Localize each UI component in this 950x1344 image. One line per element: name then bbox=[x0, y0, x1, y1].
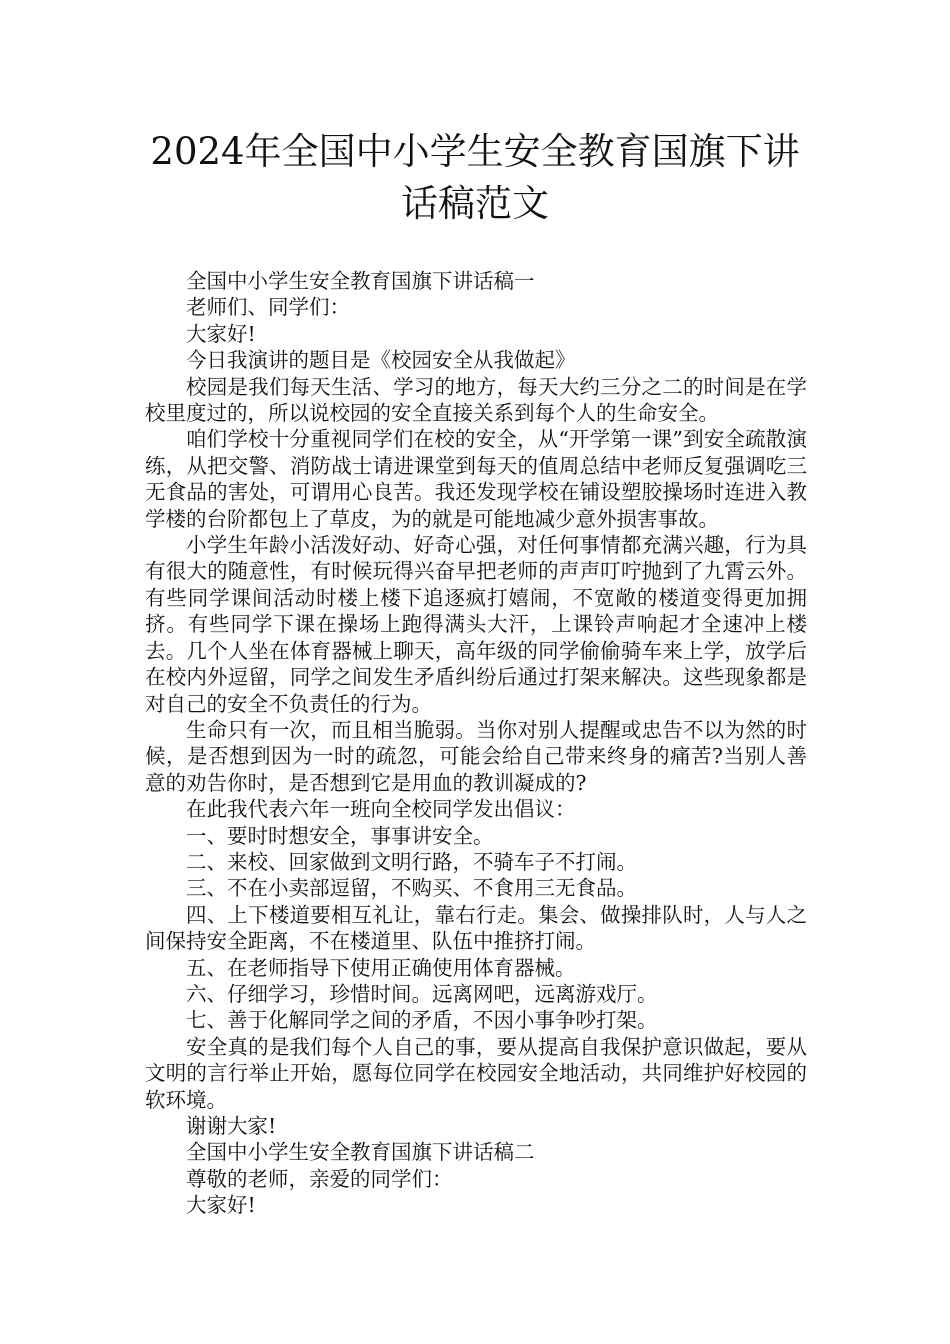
list-item: 五、在老师指导下使用正确使用体育器械。 bbox=[186, 955, 576, 980]
paragraph: 今日我演讲的题目是《校园安全从我做起》 bbox=[186, 348, 576, 373]
section-heading: 全国中小学生安全教育国旗下讲话稿二 bbox=[186, 1140, 535, 1165]
greeting: 大家好! bbox=[186, 1193, 256, 1218]
section-heading: 全国中小学生安全教育国旗下讲话稿一 bbox=[186, 269, 535, 293]
document-title: 2024年全国中小学生安全教育国旗下讲话稿范文 bbox=[150, 130, 800, 225]
salutation: 尊敬的老师，亲爱的同学们： bbox=[186, 1166, 453, 1191]
salutation: 老师们、同学们： bbox=[186, 295, 350, 320]
list-item: 二、来校、回家做到文明行路，不骑车子不打闹。 bbox=[186, 849, 637, 874]
document-body bbox=[145, 268, 807, 1219]
list-item: 一、要时时想安全，事事讲安全。 bbox=[186, 823, 494, 848]
paragraph: 生命只有一次，而且相当脆弱。当你对别人提醒或忠告不以为然的时候，是否想到因为一时的疏忽，可能会给自己带来终身的痛苦?当别人善意的劝告你时，是否想到它是用血的教训凝成的? bbox=[145, 717, 807, 795]
paragraph: 安全真的是我们每个人自己的事，要从提高自我保护意识做起，要从文明的言行举止开始，愿每位同学在校园安全地活动，共同维护好校园的软环境。 bbox=[145, 1034, 807, 1112]
list-item: 四、上下楼道要相互礼让，靠右行走。集会、做操排队时，人与人之间保持安全距离，不在楼道里、队伍中推挤打闹。 bbox=[145, 902, 807, 954]
list-item: 三、不在小卖部逗留，不购买、不食用三无食品。 bbox=[186, 876, 637, 901]
closing: 谢谢大家! bbox=[186, 1114, 277, 1138]
paragraph: 咱们学校十分重视同学们在校的安全，从“开学第一课”到安全疏散演练，从把交警、消防战士请进课堂到每天的值周总结中老师反复强调吃三无食品的害处，可谓用心良苦。我还发现学校在铺设塑胶操场时连进入教学楼的台阶都包上了草皮，为的就是可能地减少意外损害事故。 bbox=[145, 427, 807, 531]
list-item: 七、善于化解同学之间的矛盾，不因小事争吵打架。 bbox=[186, 1008, 658, 1033]
greeting: 大家好! bbox=[186, 321, 256, 346]
list-item: 六、仔细学习，珍惜时间。远离网吧，远离游戏厅。 bbox=[186, 981, 658, 1006]
paragraph: 小学生年龄小活泼好动、好奇心强，对任何事情都充满兴趣，行为具有很大的随意性，有时候玩得兴奋早把老师的声声叮咛抛到了九霄云外。有些同学课间活动时楼上楼下追逐疯打嬉闹，不宽敞的楼道变得更加拥挤。有些同学下课在操场上跑得满头大汗，上课铃声响起才全速冲上楼去。几个人坐在体育器械上聊天，高年级的同学偷偷骑车来上学，放学后在校内外逗留，同学之间发生矛盾纠纷后通过打架来解决。这些现象都是对自己的安全不负责任的行为。 bbox=[145, 533, 807, 716]
paragraph: 在此我代表六年一班向全校同学发出倡议： bbox=[186, 797, 576, 822]
paragraph: 校园是我们每天生活、学习的地方，每天大约三分之二的时间是在学校里度过的，所以说校园的安全直接关系到每个人的生命安全。 bbox=[145, 374, 807, 426]
